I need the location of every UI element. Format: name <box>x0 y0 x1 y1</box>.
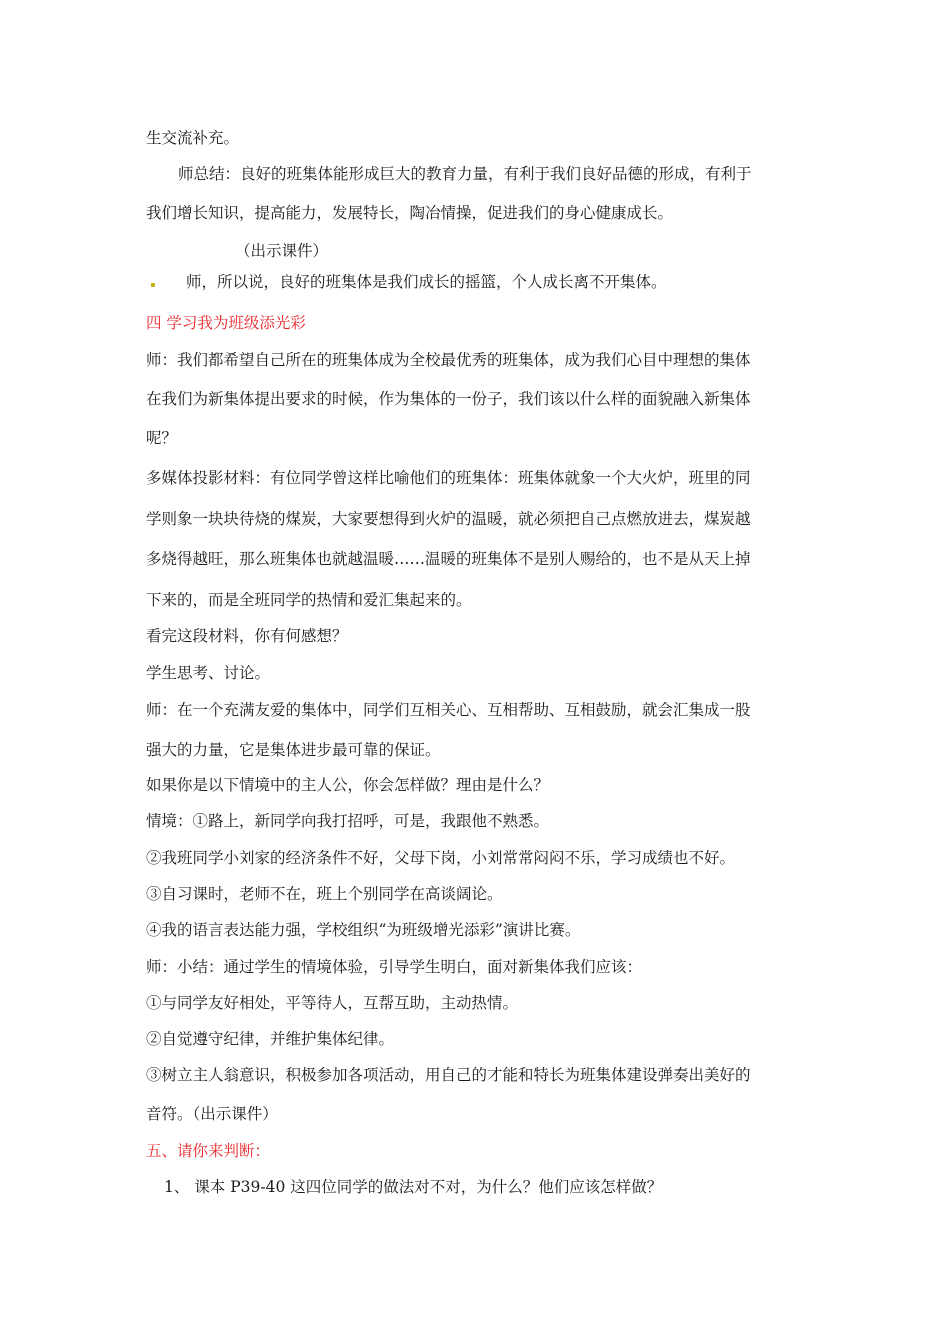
text-line: 师：小结：通过学生的情境体验，引导学生明白，面对新集体我们应该： <box>146 958 643 976</box>
text-line: 师总结：良好的班集体能形成巨大的教育力量，有利于我们良好品德的形成，有利于 <box>178 165 752 183</box>
text-line: 学则象一块块待烧的煤炭，大家要想得到火炉的温暖，就必须把自己点燃放进去，煤炭越 <box>146 510 751 528</box>
text-line: 强大的力量，它是集体进步最可靠的保证。 <box>146 741 441 759</box>
text-line: ③树立主人翁意识，积极参加各项活动，用自己的才能和特长为班集体建设弹奏出美好的 <box>146 1066 751 1084</box>
text-line: 师：在一个充满友爱的集体中，同学们互相关心、互相帮助、互相鼓励，就会汇集成一股 <box>146 701 751 719</box>
text-line: ③自习课时，老师不在，班上个别同学在高谈阔论。 <box>146 885 503 903</box>
text-line: ②自觉遵守纪律，并维护集体纪律。 <box>146 1030 395 1048</box>
text-line: ①与同学友好相处，平等待人，互帮互助，主动热情。 <box>146 994 519 1012</box>
list-item: 1、 课本 P39-40 这四位同学的做法对不对，为什么？他们应该怎样做？ <box>164 1178 663 1196</box>
text-line: （出示课件） <box>235 242 329 260</box>
section-heading: 四 学习我为班级添光彩 <box>146 314 306 332</box>
text-line: 多媒体投影材料：有位同学曾这样比喻他们的班集体：班集体就象一个大火炉，班里的同 <box>146 469 751 487</box>
text-line: 我们增长知识，提高能力，发展特长，陶冶情操，促进我们的身心健康成长。 <box>146 204 674 222</box>
text-line: 学生思考、讨论。 <box>146 664 271 682</box>
text-line: 多烧得越旺，那么班集体也就越温暖……温暖的班集体不是别人赐给的，也不是从天上掉 <box>146 550 751 568</box>
text-line: 在我们为新集体提出要求的时候，作为集体的一份子，我们该以什么样的面貌融入新集体 <box>146 390 751 408</box>
section-heading: 五、请你来判断： <box>146 1142 271 1160</box>
text-line: 看完这段材料，你有何感想？ <box>146 627 348 645</box>
text-line: ④我的语言表达能力强，学校组织“为班级增光添彩”演讲比赛。 <box>146 921 581 939</box>
text-line: 师，所以说，良好的班集体是我们成长的摇篮，个人成长离不开集体。 <box>186 273 667 291</box>
text-line: 如果你是以下情境中的主人公，你会怎样做？理由是什么？ <box>146 776 550 794</box>
mark-dot <box>151 283 155 287</box>
text-line: 呢？ <box>146 429 178 447</box>
text-line: 师：我们都希望自己所在的班集体成为全校最优秀的班集体，成为我们心目中理想的集体 <box>146 351 751 369</box>
text-line: 情境：①路上，新同学向我打招呼，可是，我跟他不熟悉。 <box>146 812 550 830</box>
text-line: 生交流补充。 <box>146 129 240 147</box>
text-line: 下来的，而是全班同学的热情和爱汇集起来的。 <box>146 591 472 609</box>
text-line: 音符。（出示课件） <box>146 1105 278 1123</box>
text-line: ②我班同学小刘家的经济条件不好，父母下岗，小刘常常闷闷不乐，学习成绩也不好。 <box>146 849 736 867</box>
